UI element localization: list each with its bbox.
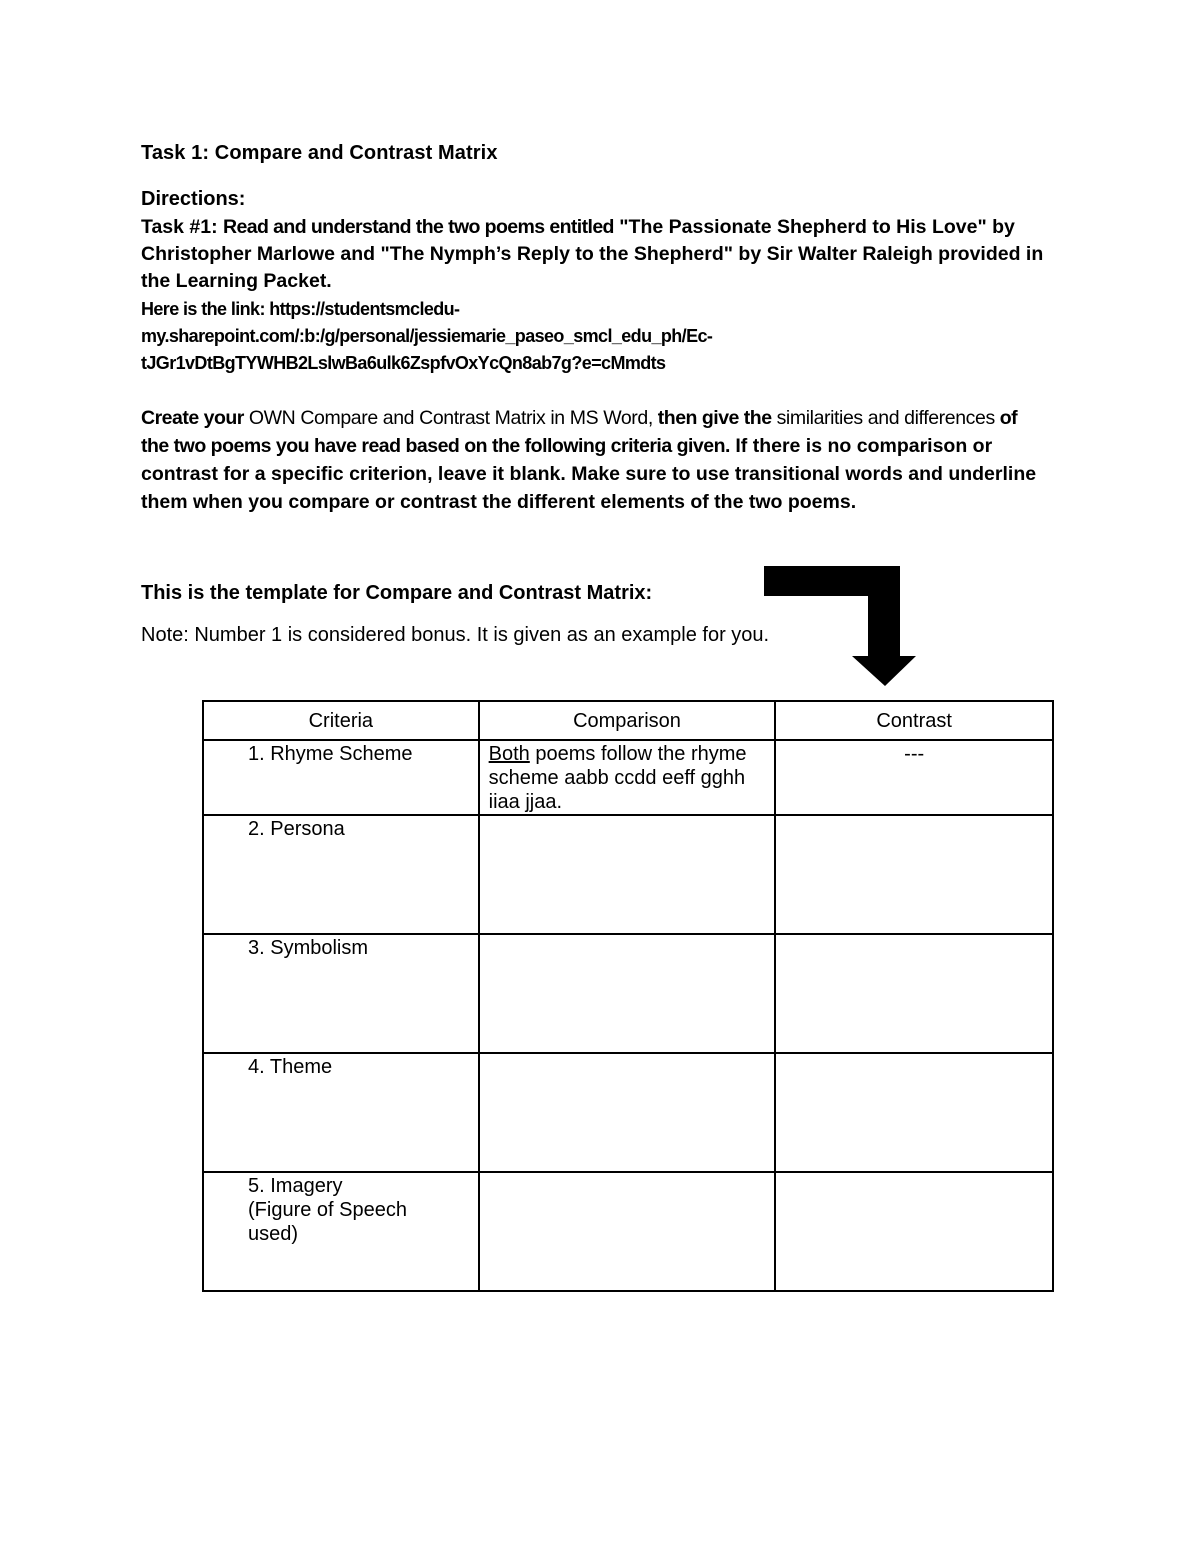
table-row [203,934,1053,1053]
link-label: Here is the link: [141,299,270,319]
contrast-text [776,1054,1052,1055]
link-url-line3[interactable]: tJGr1vDtBgTYWHB2LslwBa6ulk6ZspfvOxYcQn8ab7g?e=cMmdts [141,353,666,373]
criteria-line3: used) [248,1223,299,1245]
contrast-cell[interactable] [775,815,1053,934]
header-comparison: Comparison [479,701,776,740]
table-row [203,740,1053,815]
task-prefix: Task #1: [141,216,224,238]
criteria-text: 2. Persona [248,818,345,840]
link-block [141,296,1061,377]
create-part2: OWN Compare and Contrast Matrix in MS Word, [243,407,653,429]
contrast-text: --- [904,743,925,765]
table-header-row [203,701,1053,740]
contrast-cell[interactable] [775,1172,1053,1291]
comparison-cell[interactable] [479,1172,776,1291]
header-criteria: Criteria [203,701,479,740]
criteria-cell [203,1172,479,1291]
contrast-text [776,1173,1052,1174]
criteria-text: 3. Symbolism [248,937,369,959]
contrast-cell[interactable] [775,934,1053,1053]
criteria-cell [203,1053,479,1172]
table-row [203,815,1053,934]
create-instructions [141,404,1041,516]
arrow-shape [764,566,916,686]
criteria-cell [203,740,479,815]
comparison-cell[interactable] [479,815,776,934]
criteria-text [204,1173,478,1246]
criteria-line1: 5. Imagery [248,1175,343,1197]
create-part5: of the two poems you have read based on the following criteria given. [141,407,1018,457]
comparison-cell[interactable] [479,1053,776,1172]
link-url-line2[interactable]: my.sharepoint.com/:b:/g/personal/jessiemarie_paseo_smcl_edu_ph/Ec- [141,326,713,346]
criteria-cell [203,815,479,934]
transition-word: Both [488,743,530,765]
bent-down-arrow-icon [760,562,920,697]
note-text: Note: Number 1 is considered bonus. It is given as an example for you. [141,624,770,646]
create-part6: If there is no comparison or contrast for a specific criterion, leave it blank. Make sure to use transitional words and underline them when you compare or contrast the different elements of the two poems. [141,435,1037,513]
page-title: Task 1: Compare and Contrast Matrix [141,142,498,164]
contrast-text [776,816,1052,817]
criteria-text: 4. Theme [248,1056,333,1078]
criteria-line2: (Figure of Speech [248,1199,407,1221]
directions-label: Directions: [141,188,246,210]
task-instructions [141,214,1071,295]
contrast-cell[interactable] [775,740,1053,815]
comparison-text [480,1054,775,1055]
compare-contrast-table [202,700,1054,1292]
comparison-text [480,816,775,817]
create-part4: similarities and differences [771,407,995,429]
table-row [203,1172,1053,1291]
contrast-cell[interactable] [775,1053,1053,1172]
comparison-cell[interactable] [479,934,776,1053]
header-contrast: Contrast [775,701,1053,740]
criteria-cell [203,934,479,1053]
comparison-text [480,741,775,814]
template-heading: This is the template for Compare and Contrast Matrix: [141,582,653,604]
comparison-rest: poems follow the rhyme scheme aabb ccdd eeff gghh iiaa jjaa. [488,743,747,813]
create-part1: Create your [141,407,244,429]
table-row [203,1053,1053,1172]
task-strong-text: Read and understand the two poems entitled [223,216,614,238]
comparison-text [480,935,775,936]
task-rest-text: "The Passionate Shepherd to His Love" by Christopher Marlowe and "The Nymph’s Reply to the Shepherd" by Sir Walter Raleigh provided in the Learning Packet. [141,216,1044,292]
create-part3: then give the [652,407,772,429]
contrast-text [776,935,1052,936]
comparison-cell[interactable] [479,740,776,815]
link-url-line1[interactable]: https://studentsmcledu- [269,299,460,319]
criteria-text: 1. Rhyme Scheme [248,743,413,765]
comparison-text [480,1173,775,1174]
